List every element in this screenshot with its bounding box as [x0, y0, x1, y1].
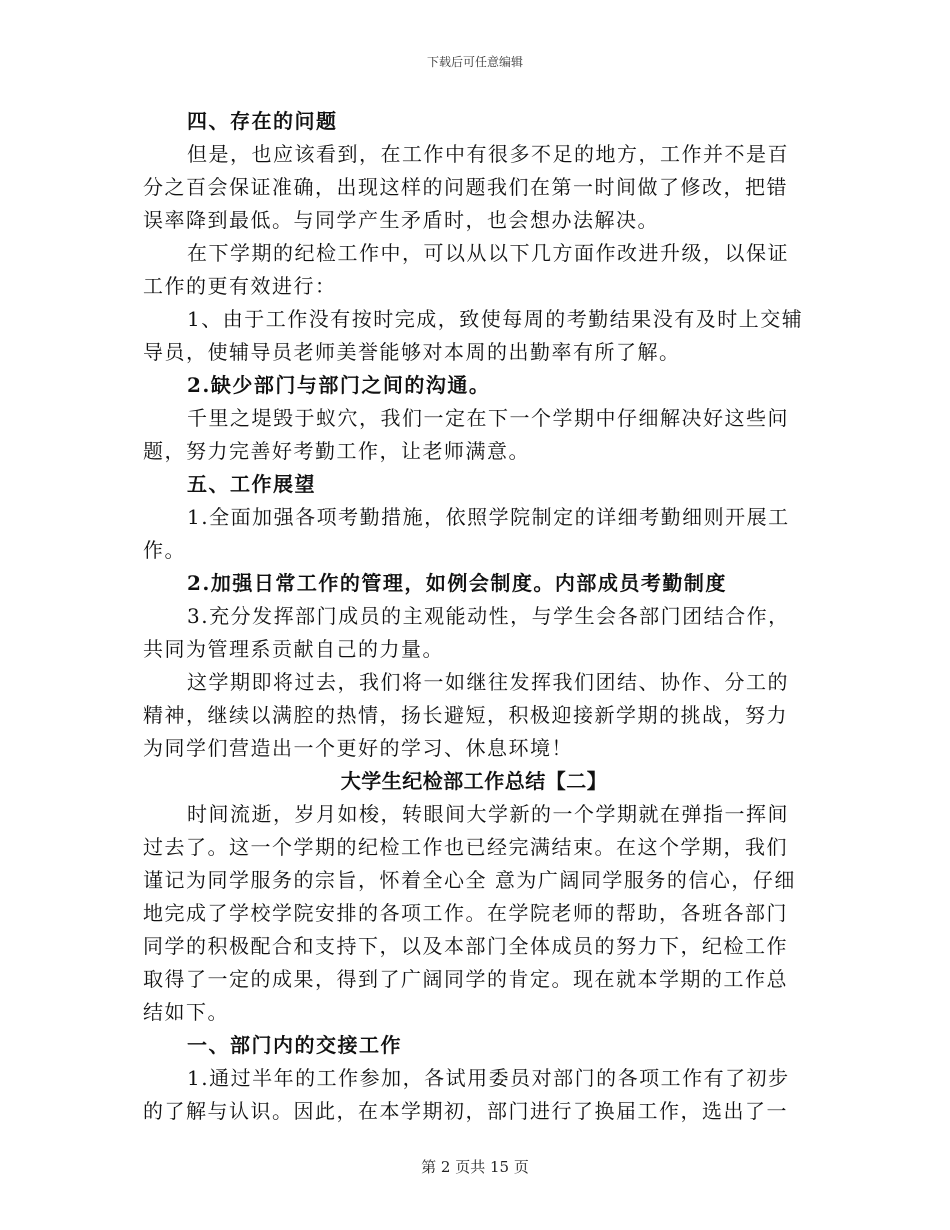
document-body: [143, 105, 805, 1128]
text-line: 题，努力完善好考勤工作，让老师满意。: [143, 439, 530, 463]
text-line: 误率降到最低。与同学产生矛盾时，也会想办法解决。: [143, 208, 659, 232]
section-title: 大学生纪检部工作总结【二】: [340, 769, 608, 793]
section-heading: 四、存在的问题: [187, 109, 338, 133]
text-line: 谨记为同学服务的宗旨，怀着全心全 意为广阔同学服务的信心，仔细: [143, 868, 796, 892]
text-line: 但是，也应该看到，在工作中有很多不足的地方，工作并不是百: [187, 142, 789, 166]
text-line: 同学的积极配合和支持下，以及本部门全体成员的努力下，纪检工作: [143, 934, 788, 958]
text-line: 共同为管理系贡献自己的力量。: [143, 637, 444, 661]
section-heading: 2.加强日常工作的管理，如例会制度。内部成员考勤制度: [187, 571, 727, 595]
text-line: 在下学期的纪检工作中，可以从以下几方面作改进升级，以保证: [187, 241, 789, 265]
text-line: 取得了一定的成果，得到了广阔同学的肯定。现在就本学期的工作总: [143, 967, 788, 991]
text-line: 过去了。这一个学期的纪检工作也已经完满结束。在这个学期，我们: [143, 835, 788, 859]
text-line: 作。: [143, 538, 186, 562]
page-footer-page-number: 第 2 页共 15 页: [421, 1158, 529, 1176]
section-heading: 五、工作展望: [187, 472, 316, 496]
text-line: 3.充分发挥部门成员的主观能动性，与学生会各部门团结合作，: [187, 604, 790, 628]
section-heading: 一、部门内的交接工作: [187, 1033, 402, 1057]
text-line: 1.全面加强各项考勤措施，依照学院制定的详细考勤细则开展工: [187, 505, 790, 529]
text-line: 工作的更有效进行：: [143, 274, 337, 298]
text-line: 这学期即将过去，我们将一如继往发挥我们团结、协作、分工的: [187, 670, 789, 694]
text-line: 精神，继续以满腔的热情，扬长避短，积极迎接新学期的挑战，努力: [143, 703, 788, 727]
text-line: 千里之堤毁于蚁穴，我们一定在下一个学期中仔细解决好这些问: [187, 406, 789, 430]
page-header: 下载后可任意编辑: [426, 55, 523, 69]
text-line: 分之百会保证准确，出现这样的问题我们在第一时间做了修改，把错: [143, 175, 788, 199]
text-line: 1、由于工作没有按时完成，致使每周的考勤结果没有及时上交辅: [187, 307, 804, 331]
section-heading: 2.缺少部门与部门之间的沟通。: [187, 373, 491, 397]
text-line: 导员，使辅导员老师美誉能够对本周的出勤率有所了解。: [143, 340, 681, 364]
text-line: 地完成了学校学院安排的各项工作。在学院老师的帮助，各班各部门: [143, 901, 788, 925]
text-line: 为同学们营造出一个更好的学习、休息环境！: [143, 736, 573, 760]
text-line: 时间流逝，岁月如梭，转眼间大学新的一个学期就在弹指一挥间: [187, 802, 789, 826]
text-line: 1.通过半年的工作参加，各试用委员对部门的各项工作有了初步: [187, 1066, 790, 1090]
text-line: 结如下。: [143, 1000, 229, 1024]
text-line: 的了解与认识。因此，在本学期初，部门进行了换届工作，选出了一: [143, 1099, 788, 1123]
